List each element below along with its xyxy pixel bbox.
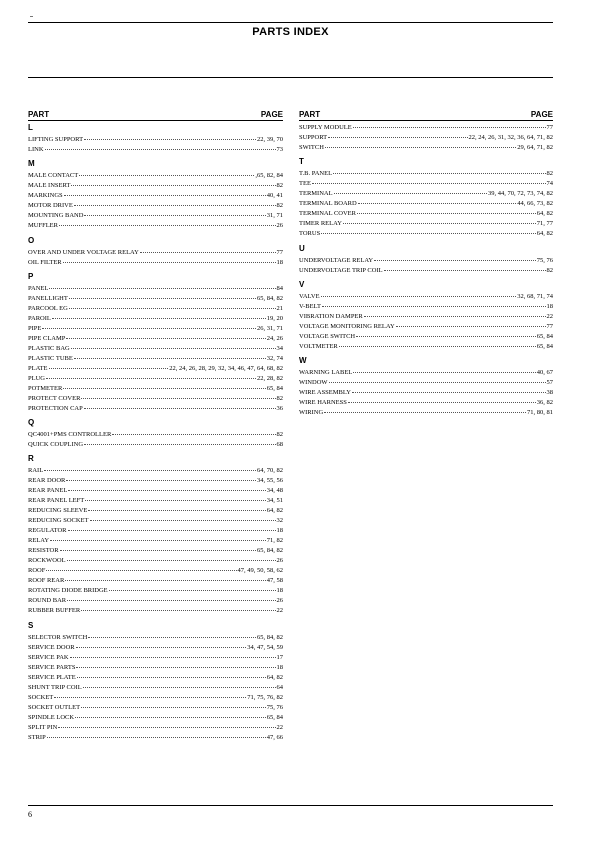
page-references: 47, 49, 50, 58, 62 [237, 567, 283, 575]
part-name: VOLTAGE MONITORING RELAY [299, 322, 395, 330]
part-name: LINK [28, 146, 44, 153]
page-references: 22 [276, 607, 283, 615]
index-entry [299, 227, 553, 237]
page-references: 65, 84, 82 [257, 294, 283, 302]
dot-leader [66, 473, 256, 481]
page-references: 39, 44, 70, 72, 73, 74, 82 [488, 190, 553, 198]
part-name: PARCOOL EG [28, 304, 68, 312]
header-top-rule [28, 22, 553, 23]
part-name: TERMINAL BOARD [299, 200, 357, 208]
dot-leader [68, 523, 276, 531]
page-references: 84 [276, 284, 283, 292]
section-letter: P [28, 271, 34, 281]
part-name: RUBBER BUFFER [28, 607, 81, 615]
dot-leader [46, 371, 256, 379]
part-name: ROCKWOOL [28, 557, 66, 565]
part-name: PANEL [28, 284, 49, 292]
page-references: 22, 24, 26, 28, 29, 32, 34, 46, 47, 64, 68, 82 [169, 364, 283, 372]
page-references: 71, 75, 76, 82 [247, 693, 283, 701]
part-name: POTMETER [28, 384, 63, 392]
page-references: 32, 68, 71, 74 [517, 292, 553, 300]
page-references: 68 [276, 441, 283, 449]
part-name: STRIP [28, 733, 46, 741]
dot-leader [333, 166, 545, 174]
dot-leader [343, 216, 536, 224]
part-name: RAIL [28, 467, 44, 475]
page-column-label: PAGE [260, 110, 283, 119]
page-references: ,65, 82, 84 [255, 172, 283, 180]
dot-leader [69, 291, 256, 299]
part-name: SUPPLY MODULE [299, 124, 352, 131]
page-references: 19, 20 [266, 314, 283, 322]
dot-leader [49, 281, 275, 289]
page-references: 65, 84, 82 [257, 547, 283, 555]
dot-leader [69, 301, 276, 309]
index-entry [299, 141, 553, 151]
part-name: WARNING LABEL [299, 369, 353, 377]
index-entry [28, 219, 283, 229]
index-section [28, 236, 283, 266]
page-references: 34, 51 [266, 497, 283, 505]
corner-mark [30, 16, 33, 17]
dot-leader [63, 381, 265, 389]
page-references: 18 [276, 527, 283, 535]
dot-leader [312, 176, 546, 184]
page-references: 26 [276, 557, 283, 565]
dot-leader [322, 299, 546, 307]
part-name: VALVE [299, 292, 320, 300]
page-references: 29, 64, 71, 82 [517, 144, 553, 151]
dot-leader [74, 198, 276, 206]
page-references: 82 [276, 431, 283, 439]
page-title: PARTS INDEX [252, 26, 329, 38]
part-name: TEE [299, 180, 311, 188]
part-name: V-BELT [299, 302, 321, 310]
dot-leader [321, 226, 536, 234]
part-name: QUICK COUPLING [28, 441, 84, 449]
part-name: REDUCING SOCKET [28, 517, 89, 525]
page-references: 26, 31, 71 [257, 324, 283, 332]
page-references: 71, 80, 81 [527, 409, 553, 417]
part-column-label: PART [299, 110, 321, 119]
page-references: 24, 26 [266, 334, 283, 342]
dot-leader [65, 573, 265, 581]
dot-leader [63, 255, 276, 263]
dot-leader [140, 245, 276, 253]
part-name: PLASTIC BAG [28, 344, 70, 352]
part-name: UNDERVOLTAGE RELAY [299, 256, 374, 264]
part-name: SPINDLE LOCK [28, 713, 75, 721]
dot-leader [353, 365, 535, 373]
part-name: OVER AND UNDER VOLTAGE RELAY [28, 248, 139, 256]
header-bottom-rule [28, 77, 553, 78]
part-name: REAR DOOR [28, 477, 66, 485]
dot-leader [74, 351, 266, 359]
page-references: 77 [546, 124, 553, 131]
page-references: 77 [546, 322, 553, 330]
page-references: 65, 84 [266, 384, 283, 392]
page-references: 31, 71 [266, 212, 283, 220]
page-references: 82 [276, 202, 283, 210]
page-number: 6 [28, 810, 32, 819]
page-references: 65, 84, 82 [257, 633, 283, 641]
dot-leader [358, 196, 517, 204]
dot-leader [83, 680, 276, 688]
index-section [299, 280, 553, 350]
part-name: PROTECTION CAP [28, 404, 83, 412]
part-name: MUFFLER [28, 222, 58, 230]
page-references: 82 [546, 170, 553, 178]
footer-rule [28, 805, 553, 806]
dot-leader [64, 188, 266, 196]
dot-leader [325, 140, 516, 148]
dot-leader [70, 650, 276, 658]
part-column-label: PART [28, 110, 50, 119]
dot-leader [71, 341, 276, 349]
page-references: 65, 84 [266, 713, 283, 721]
dot-leader [356, 329, 536, 337]
index-entry [28, 731, 283, 741]
dot-leader [67, 553, 276, 561]
section-letter: T [299, 157, 304, 167]
page-references: 26 [276, 597, 283, 605]
dot-leader [90, 513, 276, 521]
dot-leader [81, 391, 275, 399]
part-name: PLUG [28, 374, 45, 382]
page-references: 22 [546, 312, 553, 320]
part-name: SOCKET [28, 693, 54, 701]
part-name: REAR PANEL [28, 487, 68, 495]
dot-leader [339, 339, 536, 347]
dot-leader [357, 206, 536, 214]
index-entry [299, 406, 553, 416]
index-entry [28, 256, 283, 266]
part-name: ROTATING DIODE BRIDGE [28, 587, 108, 595]
dot-leader [75, 710, 266, 718]
page-references: 18 [276, 258, 283, 266]
page-references: 75, 76 [266, 703, 283, 711]
part-name: SUPPORT [299, 134, 328, 141]
dot-leader [321, 289, 517, 297]
page-references: 34, 47, 54, 59 [247, 643, 283, 651]
index-section [299, 157, 553, 237]
index-section [28, 418, 283, 448]
dot-leader [88, 630, 256, 638]
dot-leader [81, 603, 275, 611]
dot-leader [353, 120, 546, 128]
page-references: 44, 66, 73, 82 [517, 200, 553, 208]
part-name: PANELLIGHT [28, 294, 68, 302]
dot-leader [76, 640, 247, 648]
page-references: 34, 55, 56 [257, 477, 283, 485]
index-section [299, 121, 553, 151]
index-list-left [28, 123, 283, 741]
dot-leader [352, 385, 546, 393]
dot-leader [47, 730, 266, 738]
part-name: WINDOW [299, 379, 328, 387]
index-section [28, 454, 283, 614]
page-references: 40, 67 [536, 369, 553, 377]
page-references: 22 [276, 723, 283, 731]
page-references: 18 [546, 302, 553, 310]
part-name: PLASTIC TUBE [28, 354, 73, 362]
page-references: 36 [276, 404, 283, 412]
page-references: 64, 82 [536, 230, 553, 238]
part-name: OIL FILTER [28, 258, 62, 266]
index-entry [28, 402, 283, 412]
section-letter: L [28, 123, 33, 132]
section-letter: W [299, 356, 307, 366]
page-references: 22, 39, 70 [257, 136, 283, 143]
part-name: SWITCH [299, 144, 324, 151]
part-name: RESISTOR [28, 547, 59, 555]
part-name: MALE INSERT [28, 182, 71, 190]
page-references: 75, 76 [536, 256, 553, 264]
index-entry [28, 604, 283, 614]
part-name: VIBRATION DAMPER [299, 312, 363, 320]
dot-leader [71, 178, 275, 186]
page-references: 64, 82 [266, 673, 283, 681]
index-section [28, 123, 283, 153]
dot-leader [45, 142, 276, 150]
page-references: 64 [276, 683, 283, 691]
dot-leader [77, 670, 266, 678]
page-column-label: PAGE [530, 110, 553, 119]
part-name: TERMINAL COVER [299, 210, 356, 218]
page-references: 40, 41 [266, 192, 283, 200]
part-name: PIPE [28, 324, 42, 332]
page-references: 38 [546, 389, 553, 397]
section-letter: Q [28, 418, 35, 428]
part-name: RELAY [28, 537, 50, 545]
page-references: 71, 77 [536, 220, 553, 228]
index-list-right [299, 121, 553, 416]
page-references: 73 [276, 146, 283, 153]
dot-leader [364, 309, 546, 317]
section-letter: S [28, 620, 34, 630]
dot-leader [58, 720, 275, 728]
page-references: 82 [276, 182, 283, 190]
dot-leader [88, 503, 265, 511]
dot-leader [84, 132, 256, 140]
dot-leader [46, 563, 236, 571]
index-section [299, 244, 553, 274]
dot-leader [112, 427, 275, 435]
page-references: 34, 48 [266, 487, 283, 495]
dot-leader [324, 405, 526, 413]
part-name: SOCKET OUTLET [28, 703, 81, 711]
page-references: 34 [276, 344, 283, 352]
part-name: QC4001+PMS CONTROLLER [28, 431, 112, 439]
dot-leader [42, 321, 256, 329]
section-letter: V [299, 279, 305, 289]
page-references: 47, 58 [266, 577, 283, 585]
part-name: ROOF REAR [28, 577, 65, 585]
dot-leader [396, 319, 546, 327]
part-name: ROOF [28, 567, 46, 575]
dot-leader [384, 263, 546, 271]
part-name: TORUS [299, 230, 321, 238]
part-name: SERVICE PLATE [28, 673, 76, 681]
part-name: T.B. PANEL [299, 170, 333, 178]
page-references: 65, 84 [536, 332, 553, 340]
index-section [28, 621, 283, 741]
dot-leader [68, 483, 265, 491]
index-section [28, 272, 283, 412]
part-name: TIMER RELAY [299, 220, 342, 228]
dot-leader [49, 361, 169, 369]
part-name: LIFTING SUPPORT [28, 136, 84, 143]
dot-leader [76, 660, 275, 668]
dot-leader [52, 311, 266, 319]
part-name: UNDERVOLTAGE TRIP COIL [299, 266, 383, 274]
dot-leader [84, 208, 265, 216]
part-name: MARKINGS [28, 192, 63, 200]
part-name: WIRING [299, 409, 324, 417]
dot-leader [60, 543, 256, 551]
part-name: PIPE CLAMP [28, 334, 66, 342]
dot-leader [84, 437, 275, 445]
dot-leader [334, 186, 487, 194]
part-name: SERVICE DOOR [28, 643, 75, 651]
index-section [299, 356, 553, 416]
section-letter: M [28, 159, 35, 169]
page-references: 32 [276, 517, 283, 525]
part-name: WIRE HARNESS [299, 399, 347, 407]
dot-leader [79, 168, 254, 176]
part-name: PAROIL [28, 314, 51, 322]
page-references: 64, 82 [536, 210, 553, 218]
page-references: 22, 28, 82 [257, 374, 283, 382]
page-references: 18 [276, 663, 283, 671]
part-name: MOTOR DRIVE [28, 202, 73, 210]
part-name: REAR PANEL LEFT [28, 497, 85, 505]
page-references: 22, 24, 26, 31, 32, 36, 64, 71, 82 [468, 134, 553, 141]
page-references: 26 [276, 222, 283, 230]
page-references: 74 [546, 180, 553, 188]
column-header [28, 110, 283, 121]
section-letter: R [28, 454, 34, 464]
dot-leader [328, 130, 467, 138]
part-name: PLATE [28, 364, 48, 372]
dot-leader [81, 700, 266, 708]
dot-leader [109, 583, 276, 591]
dot-leader [67, 593, 275, 601]
part-name: TERMINAL [299, 190, 333, 198]
page-references: 71, 82 [266, 537, 283, 545]
dot-leader [329, 375, 546, 383]
part-name: SPLIT PIN [28, 723, 58, 731]
page-references: 17 [276, 653, 283, 661]
page-references: 32, 74 [266, 354, 283, 362]
page-references: 36, 82 [536, 399, 553, 407]
part-name: VOLTAGE SWITCH [299, 332, 356, 340]
part-name: SHUNT TRIP COIL [28, 683, 82, 691]
dot-leader [54, 690, 246, 698]
page-references: 82 [276, 394, 283, 402]
dot-leader [85, 493, 266, 501]
index-section [28, 159, 283, 229]
part-name: SERVICE PAK [28, 653, 69, 661]
page-references: 65, 84 [536, 342, 553, 350]
index-entry [28, 438, 283, 448]
dot-leader [44, 463, 256, 471]
section-letter: U [299, 243, 305, 253]
part-name: REGULATOR [28, 527, 67, 535]
dot-leader [374, 253, 536, 261]
part-name: MALE CONTACT [28, 172, 79, 180]
index-entry [299, 340, 553, 350]
part-name: SELECTOR SWITCH [28, 633, 88, 641]
dot-leader [59, 218, 276, 226]
part-name: MOUNTING BAND [28, 212, 84, 220]
part-name: SERVICE PARTS [28, 663, 76, 671]
index-column-left [28, 110, 283, 747]
dot-leader [50, 533, 266, 541]
page-references: 47, 66 [266, 733, 283, 741]
page-references: 57 [546, 379, 553, 387]
page-references: 82 [546, 266, 553, 274]
part-name: VOLTMETER [299, 342, 338, 350]
part-name: ROUND BAR [28, 597, 67, 605]
part-name: WIRE ASSEMBLY [299, 389, 351, 397]
page-references: 21 [276, 304, 283, 312]
part-name: PROTECT COVER [28, 394, 81, 402]
page-references: 64, 82 [266, 507, 283, 515]
dot-leader [66, 331, 265, 339]
section-letter: O [28, 235, 35, 245]
dot-leader [84, 401, 276, 409]
dot-leader [348, 395, 536, 403]
index-entry [299, 264, 553, 274]
part-name: REDUCING SLEEVE [28, 507, 88, 515]
index-entry [28, 143, 283, 153]
page-references: 64, 70, 82 [257, 467, 283, 475]
index-column-right [299, 110, 553, 422]
page-references: 18 [276, 587, 283, 595]
page-references: 77 [276, 248, 283, 256]
